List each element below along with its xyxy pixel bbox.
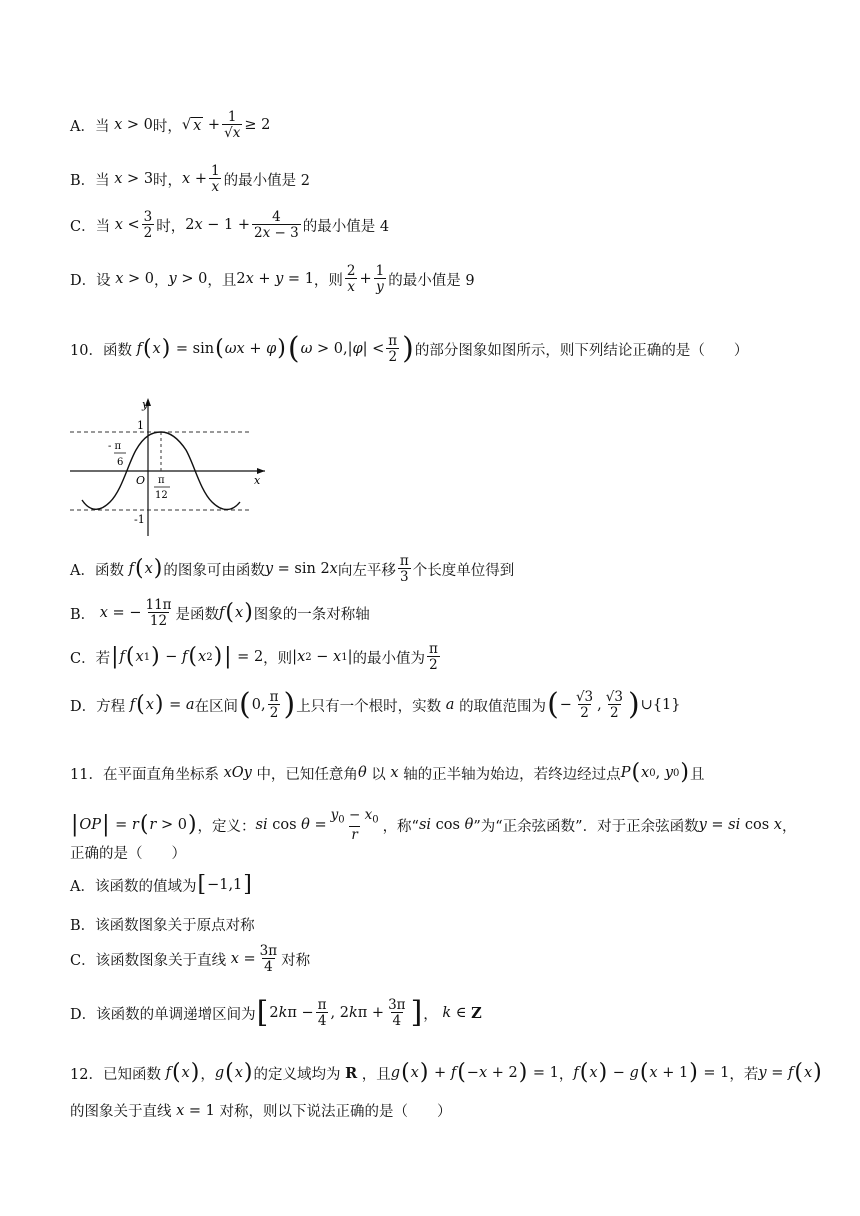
q11-stem-line2: | OP | = r ( r > 0 ) ，定义： si cos θ = $\frac{y_0 - x_0}{r}$ ，称“ si cos θ ”为“正余弦函数”．对于正余弦函数 y = si cos x ， xyxy=(71,807,797,844)
sine-graph xyxy=(70,398,270,538)
q11-option-d: D．该函数的单调递增区间为 [ 2 k π − $\frac{\pi}{4}$ , 2 k π + $\frac{3\pi}{4}$ ] ， k ∈ Z xyxy=(70,995,482,1031)
graph-origin-label: O xyxy=(136,474,146,487)
svg-text:- π: - π xyxy=(108,441,122,452)
q12-stem-line2: 的图象关于直线 x = 1 对称，则以下说法正确的是（ ） xyxy=(70,1102,452,1120)
graph-left-mark xyxy=(108,441,126,468)
graph-y-label: y xyxy=(142,398,149,411)
q11-option-b: B．该函数图象关于原点对称 xyxy=(70,918,255,934)
q10-stem: 10．函数 f ( x ) = sin ( ωx + φ ) ( ω > 0,| φ | < $\frac{\pi}{2}$ ) 的部分图象如图所示，则下列结论正确的是（ ） xyxy=(70,331,749,367)
svg-text:6: 6 xyxy=(117,457,124,468)
q9-option-b: B．当 x > 3 时， x + $\frac{1}{x}$ 的最小值是 2 xyxy=(70,163,310,196)
q9-option-c: C．当 x < $\frac{3}{2}$ 时， 2 x − 1 + $\frac{4}{2x - 3}$ 的最小值是 4 xyxy=(70,209,390,242)
q10-option-c: C．若 | f ( x 1 ) − f ( x 2 ) | = 2 ，则 | x 2 − x 1 | 的最小值为 $\frac{\pi}{2}$ xyxy=(70,641,438,674)
q10-option-d: D．方程 f ( x ) = a 在区间 ( 0, $\frac{\pi}{2}$ ) 上只有一个根时，实数 a 的取值范围为 ( − $\frac{√3}{2}$ , $\frac{√3}{2}$ ) ∪{1} xyxy=(70,687,681,723)
q12-stem-line1: 12．已知函数 f ( x ) ， g ( x ) 的定义域均为 R ，且 g ( x ) + f ( − x + 2 ) = 1 ， f ( x ) − g ( x + 1 ) = 1 ，若 y = f ( x ) xyxy=(70,1060,822,1085)
q9-option-d: D．设 x > 0 ， y > 0 ，且 2 x + y = 1 ，则 $\frac{2}{x}$ + $\frac{1}{y}$ 的最小值是 9 xyxy=(70,263,475,296)
q11-option-c: C．该函数图象关于直线 x = $\frac{3\pi}{4}$ 对称 xyxy=(70,943,311,976)
graph-y-min-label: -1 xyxy=(134,513,145,526)
q11-stem-line1: 11．在平面直角坐标系 xOy 中，已知任意角 θ 以 x 轴的正半轴为始边，若终边经过点 P ( x 0 , y 0 ) 且 xyxy=(70,760,705,785)
q11-stem-line3: 正确的是（ ） xyxy=(70,846,186,862)
graph-y-max-label: 1 xyxy=(137,419,144,432)
q9-option-a: A．当 x > 0 时， √ x + $\frac{1}{√x}$ ≥ 2 xyxy=(70,109,271,142)
q10-option-a: A．函数 f ( x ) 的图象可由函数 y = sin 2 x 向左平移 $\frac{\pi}{3}$ 个长度单位得到 xyxy=(70,553,515,586)
svg-text:12: 12 xyxy=(155,490,168,501)
svg-text:π: π xyxy=(158,475,165,486)
q10-option-b: B． x = − $\frac{11\pi}{12}$ 是函数 f ( x ) 图象的一条对称轴 xyxy=(70,597,370,630)
q11-option-a: A．该函数的值域为 [ −1,1 ] xyxy=(70,872,252,897)
graph-right-mark xyxy=(154,475,170,501)
graph-x-label: x xyxy=(254,474,261,487)
